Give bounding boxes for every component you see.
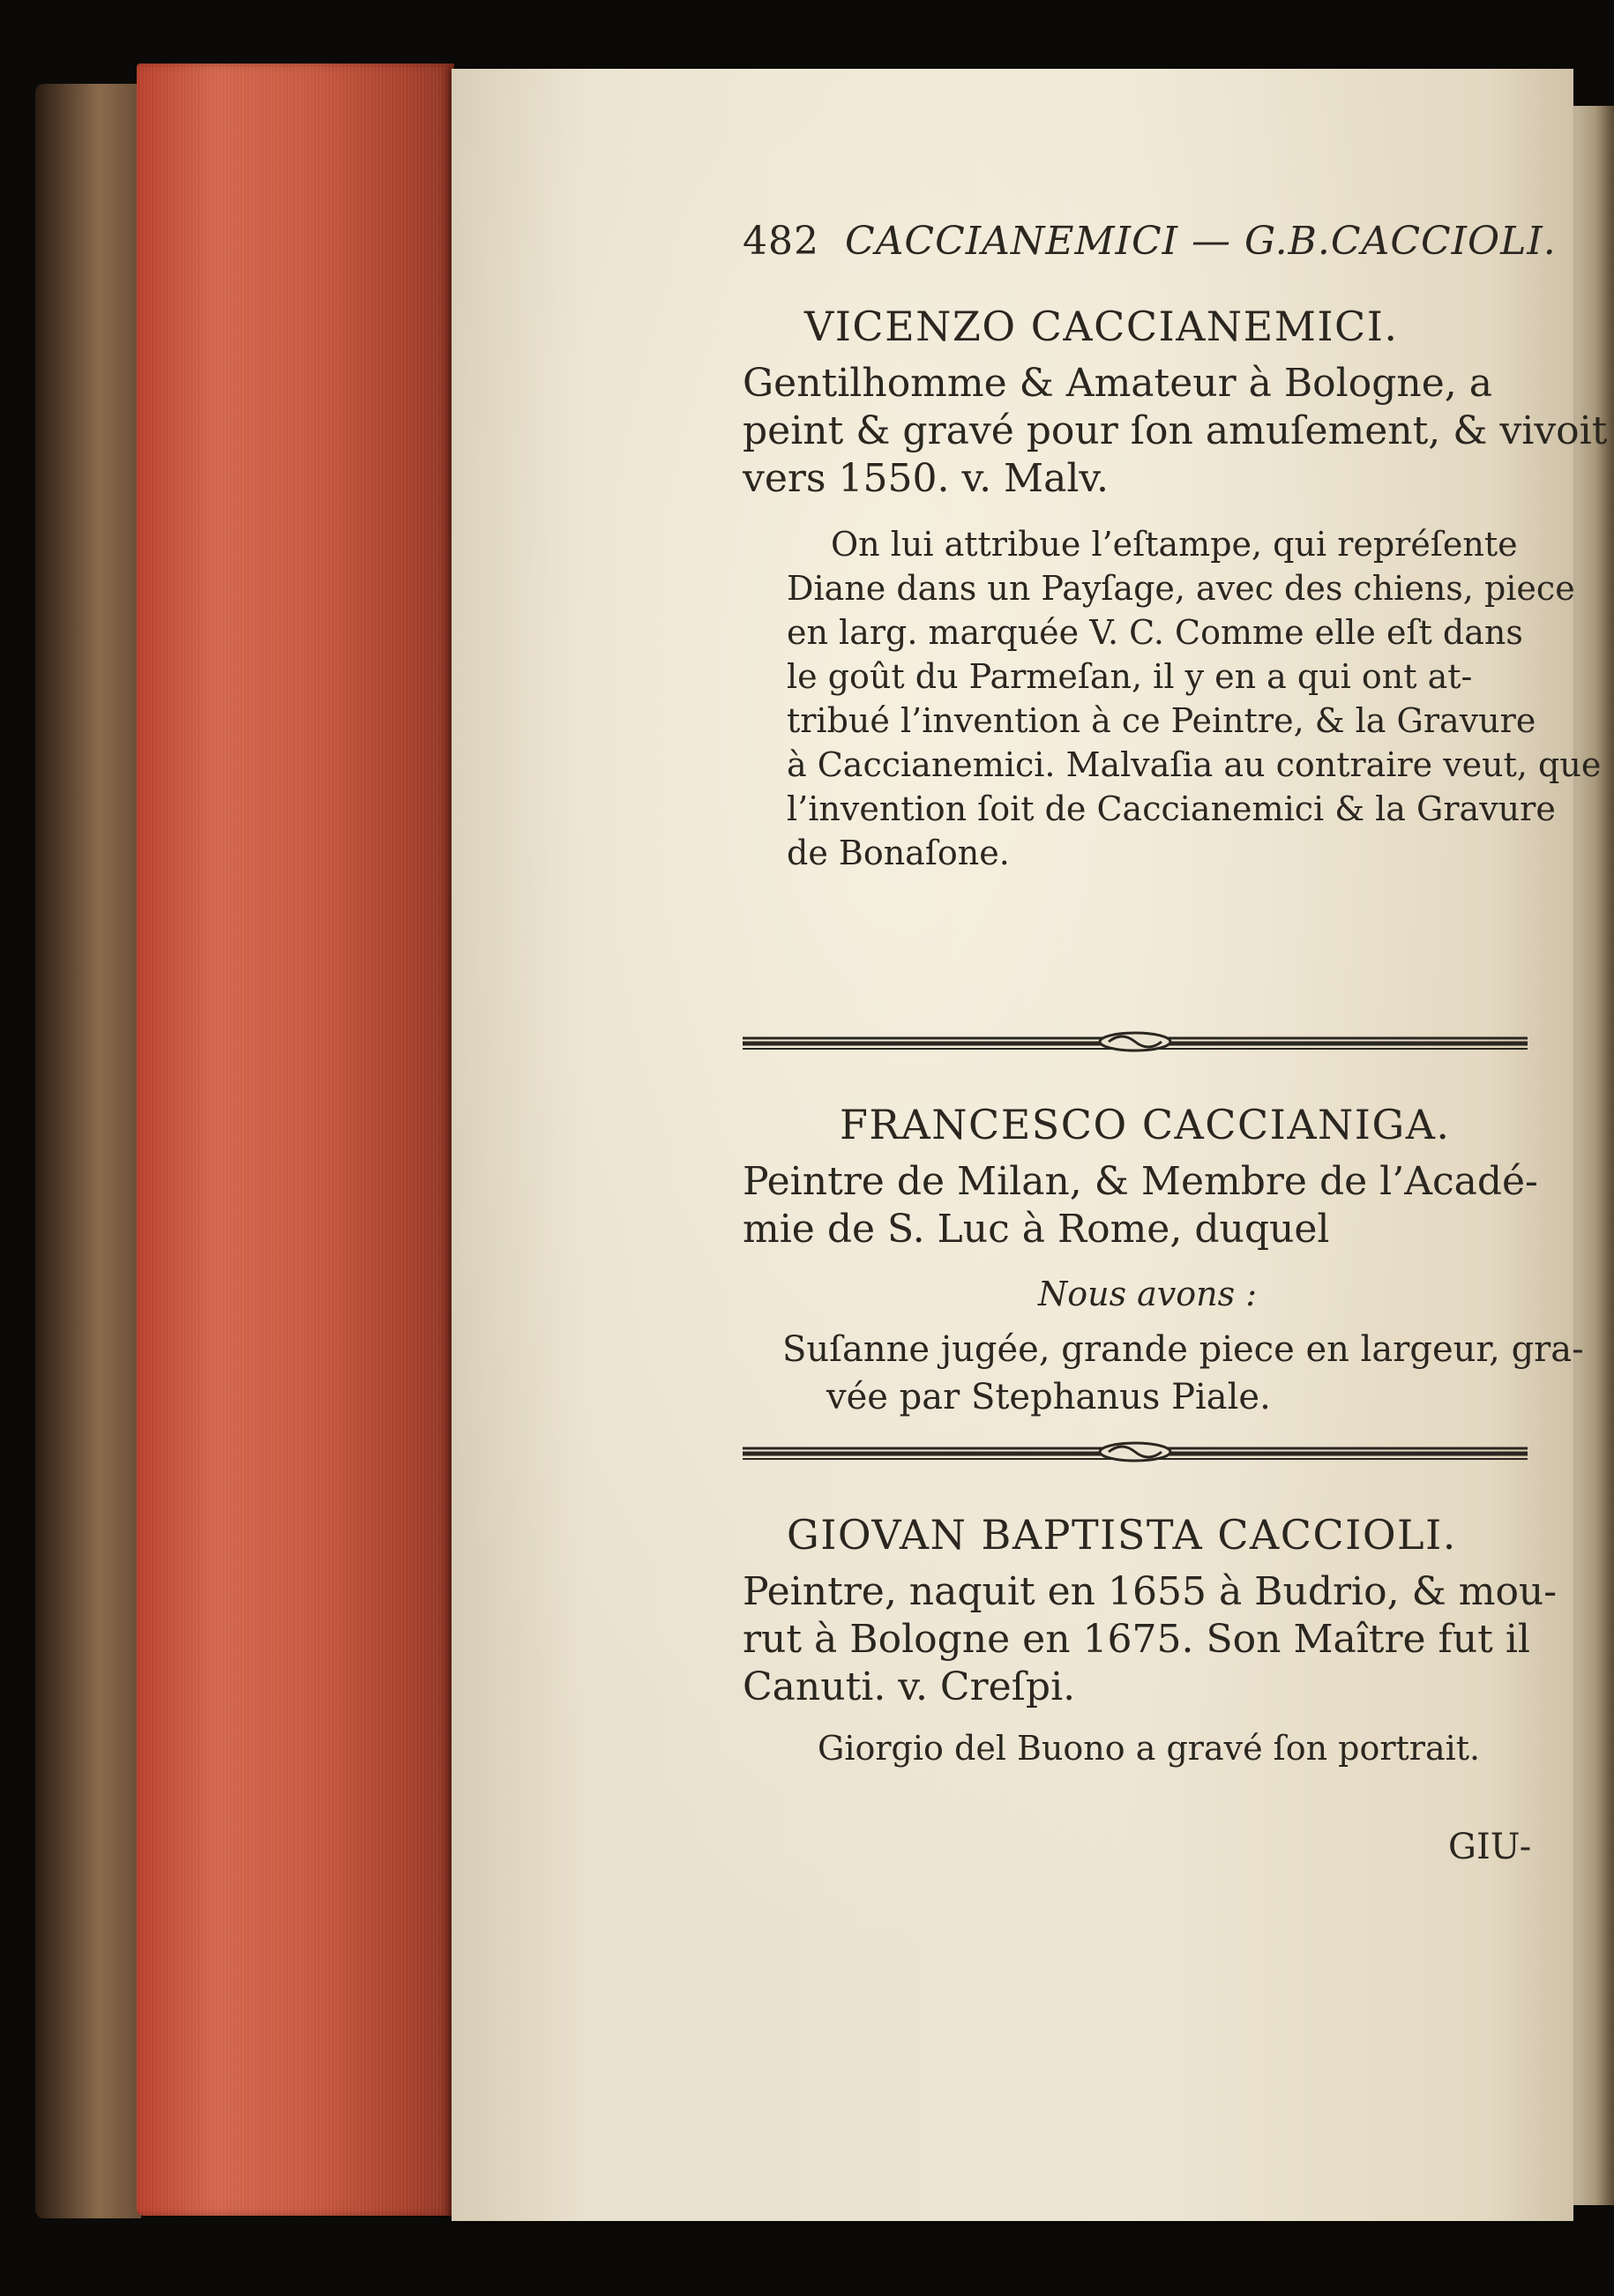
entry-item-line: Suſanne jugée, grande piece en largeur, gra-: [782, 1329, 1584, 1370]
entry-note-line: Giorgio del Buono a gravé ſon portrait.: [818, 1729, 1481, 1768]
subheading: Nous avons :: [1038, 1275, 1258, 1313]
ornamental-divider: [743, 1030, 1528, 1053]
entry-note-line: à Caccianemici. Malvaſia au contraire veut, que: [787, 745, 1602, 784]
entry-description-line: peint & gravé pour ſon amuſement, & vivoit: [743, 408, 1608, 453]
entry-heading: FRANCESCO CACCIANIGA.: [840, 1101, 1451, 1148]
entry-description-line: Canuti. v. Creſpi.: [743, 1664, 1076, 1709]
entry-description-line: mie de S. Luc à Rome, duquel: [743, 1207, 1330, 1252]
entry-description-line: rut à Bologne en 1675. Son Maître fut il: [743, 1617, 1530, 1662]
entry-note-line: le goût du Parmeſan, il y en a qui ont at-: [787, 657, 1473, 696]
entry-description-line: Gentilhomme & Amateur à Bologne, a: [743, 361, 1492, 406]
entry-note-line: Diane dans un Payſage, avec des chiens, piece: [787, 569, 1575, 608]
page-number: 482: [743, 219, 819, 264]
entry-item-line: vée par Stephanus Piale.: [826, 1377, 1271, 1417]
catchword: GIU-: [1448, 1827, 1532, 1867]
entry-heading: VICENZO CACCIANEMICI.: [804, 303, 1399, 350]
entry-note-line: en larg. marquée V. C. Comme elle eſt dans: [787, 613, 1523, 652]
page-block-edge: [137, 64, 454, 2216]
entry-description-line: vers 1550. v. Malv.: [743, 456, 1110, 501]
entry-note-line: l’invention ſoit de Caccianemici & la Gravure: [787, 789, 1556, 828]
entry-heading: GIOVAN BAPTISTA CACCIOLI.: [787, 1511, 1457, 1559]
book-page: [452, 69, 1608, 2221]
running-title: CACCIANEMICI — G.B.CACCIOLI.: [844, 219, 1557, 264]
entry-note-line: On lui attribue l’eſtampe, qui repréſente: [831, 525, 1518, 564]
entry-note-line: tribué l’invention à ce Peintre, & la Gravure: [787, 701, 1536, 740]
entry-description-line: Peintre, naquit en 1655 à Budrio, & mou-: [743, 1569, 1558, 1614]
running-header: [743, 219, 1557, 264]
entry-note-line: de Bonaſone.: [787, 834, 1010, 872]
book-binding: [35, 84, 141, 2218]
ornamental-divider: [743, 1440, 1528, 1463]
entry-description-line: Peintre de Milan, & Membre de l’Acadé-: [743, 1159, 1538, 1204]
